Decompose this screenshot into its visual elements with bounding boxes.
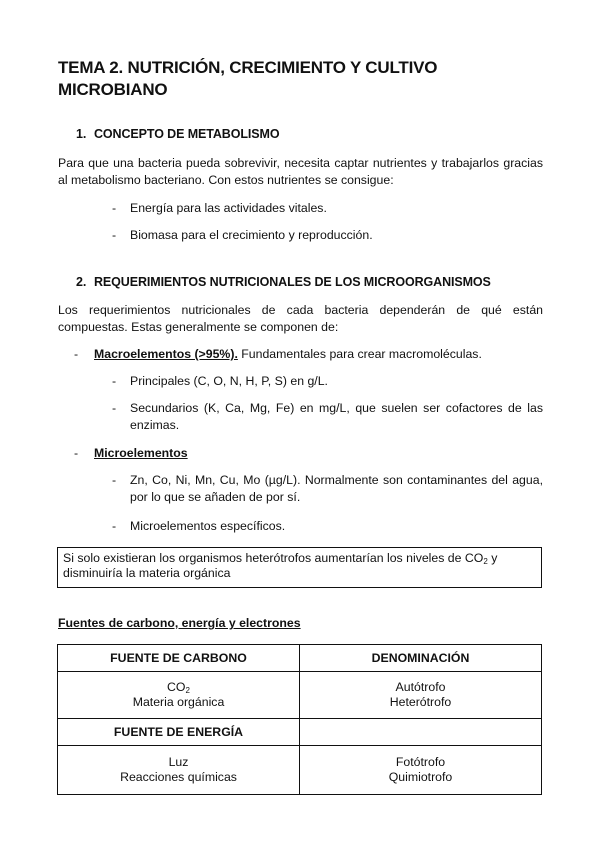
list-item-text: Microelementos específicos. (130, 519, 286, 533)
table-cell (300, 672, 542, 719)
table-section-label: Fuentes de carbono, energía y electrones (58, 616, 301, 630)
table-header-cell: DENOMINACIÓN (300, 645, 542, 672)
nutrition-table (57, 644, 542, 795)
note-text-end: y disminuiría la materia orgánica (63, 551, 498, 580)
note-text: Si solo existieran los organismos heterótrofos aumentarían los niveles de CO (63, 551, 484, 565)
section-2-title: REQUERIMIENTOS NUTRICIONALES DE LOS MICROORGANISMOS (94, 275, 491, 289)
carbon-name: Autótrofo (395, 680, 446, 694)
table-row (58, 746, 542, 795)
list-item-text: Principales (C, O, N, H, P, S) en g/L. (130, 374, 328, 388)
microelements-item: - Microelementos (74, 446, 188, 460)
microelements-label: Microelementos (94, 446, 188, 460)
table-header-cell: FUENTE DE ENERGÍA (58, 719, 300, 746)
table-row (58, 645, 542, 672)
table-row (58, 719, 542, 746)
table-header-cell: FUENTE DE CARBONO (58, 645, 300, 672)
energy-source: Reacciones químicas (120, 770, 237, 784)
section-2-paragraph: Los requerimientos nutricionales de cada bacteria dependerán de qué están compuestas. Estas generalmente se componen de: (58, 303, 543, 334)
carbon-source-organic: Materia orgánica (132, 695, 225, 709)
list-item: - Biomasa para el crecimiento y reproducción. (112, 227, 543, 244)
list-item: - Microelementos específicos. (112, 518, 543, 535)
table-cell (300, 746, 542, 795)
macroelements-text: Fundamentales para crear macromoléculas. (237, 347, 482, 361)
list-item-text: Energía para las actividades vitales. (130, 201, 327, 215)
table-cell (58, 672, 300, 719)
table-cell (58, 746, 300, 795)
note-box (57, 547, 542, 588)
section-1-title: CONCEPTO DE METABOLISMO (94, 127, 280, 141)
macroelements-label: Macroelementos (>95%). (94, 347, 238, 361)
list-item: - Secundarios (K, Ca, Mg, Fe) en mg/L, que suelen ser cofactores de las enzimas. (112, 401, 543, 432)
section-1-number: 1. (76, 127, 87, 141)
carbon-name: Heterótrofo (389, 695, 452, 709)
macroelements-item: - Macroelementos (>95%). Fundamentales para crear macromoléculas. (74, 347, 482, 361)
table-row (58, 672, 542, 719)
list-item-text: Zn, Co, Ni, Mn, Cu, Mo (µg/L). Normalmente son contaminantes del agua, por lo que se añaden de por sí. (130, 473, 543, 504)
note-subscript: 2 (483, 557, 488, 566)
carbon-source-co2: $CO_2$ (167, 680, 190, 695)
list-item-text: Secundarios (K, Ca, Mg, Fe) en mg/L, que suelen ser cofactores de las enzimas. (130, 401, 543, 432)
section-2-number: 2. (76, 275, 87, 289)
energy-name: Fotótrofo (395, 755, 446, 769)
list-item: - Energía para las actividades vitales. (112, 200, 543, 217)
section-1-paragraph: Para que una bacteria pueda sobrevivir, necesita captar nutrientes y trabajarlos gracias al metabolismo bacteriano. Con estos nutrientes se consigue: (58, 156, 543, 187)
document-title: TEMA 2. NUTRICIÓN, CRECIMIENTO Y CULTIVO MICROBIANO (58, 58, 438, 99)
section-2-heading (76, 275, 491, 289)
section-1-heading (76, 127, 279, 141)
energy-name: Quimiotrofo (388, 770, 453, 784)
list-item: - Zn, Co, Ni, Mn, Cu, Mo (µg/L). Normalmente son contaminantes del agua, por lo que se añaden de por sí. (112, 473, 543, 504)
list-item: - Principales (C, O, N, H, P, S) en g/L. (112, 373, 543, 390)
energy-source: Luz (168, 755, 189, 769)
table-header-cell (300, 719, 542, 746)
list-item-text: Biomasa para el crecimiento y reproducción. (130, 228, 373, 242)
